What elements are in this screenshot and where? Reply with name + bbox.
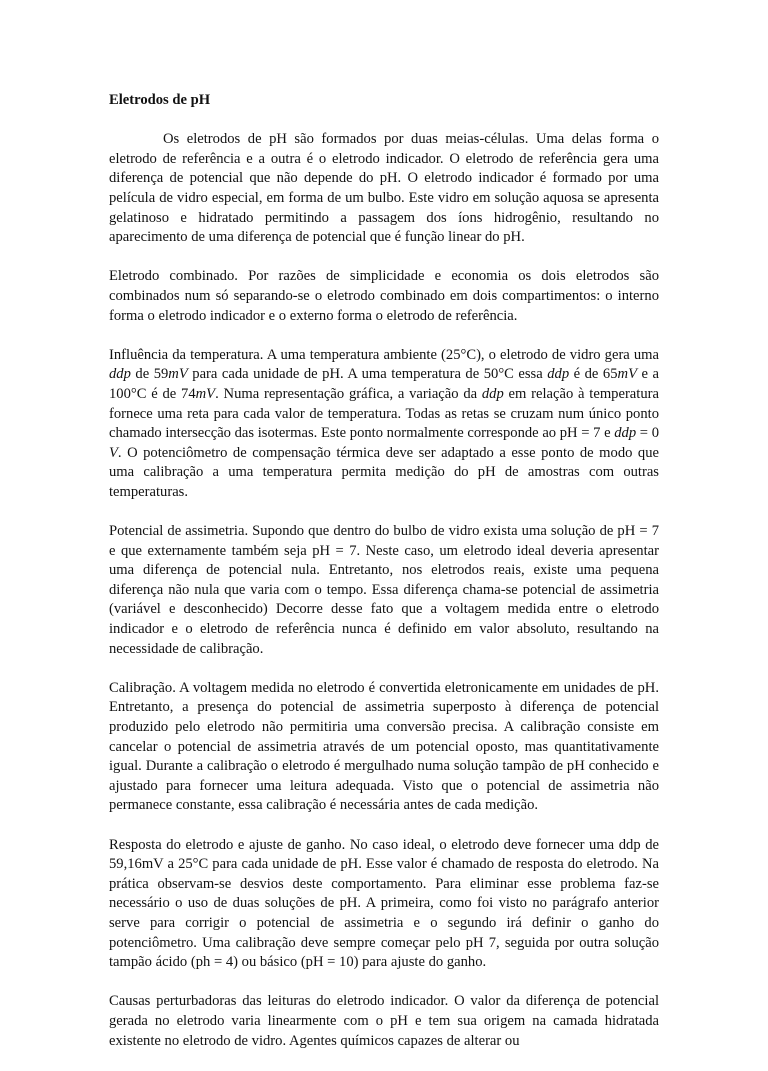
paragraph-calibration: Calibração. A voltagem medida no eletrodo é convertida eletronicamente em unidades de pH. Entretanto, a presença do potencial de assimetria superposto à diferença de potencial produzido pelo eletrodo não permitiria uma conversão precisa. A calibração consiste em cancelar o potencial de assimetria através de um potencial oposto, mas quantitativamente igual. Durante a calibração o eletrodo é mergulhado numa solução tampão de pH conhecido e ajustado para fornecer uma leitura adequada. Visto que o potencial de assimetria não permanece constante, essa calibração é necessária antes de cada medição. [109,679,659,814]
paragraph-temperature: Influência da temperatura. A uma temperatura ambiente (25°C), o eletrodo de vidro gera uma ddp de 59mV para cada unidade de pH. A uma temperatura de 50°C essa ddp é de 65mV e a 100°C é de 74mV. Numa representação gráfica, a variação da ddp em relação à temperatura fornece uma reta para cada valor de temperatura. Todas as retas se cruzam num único ponto chamado intersecção das isotermas. Este ponto normalmente corresponde ao pH = 7 e ddp = 0 V. O potenciômetro de compensação térmica deve ser adaptado a esse ponto de modo que uma calibração a uma temperatura permita medição do pH de amostras com outras temperaturas. [109,346,659,500]
document-page [109,91,659,1071]
paragraph-intro: Os eletrodos de pH são formados por duas meias-células. Uma delas forma o eletrodo de referência e a outra é o eletrodo indicador. O eletrodo de referência gera uma diferença de potencial que não depende do pH. O eletrodo indicador é formado por uma película de vidro especial, em forma de um bulbo. Este vidro em solução aquosa se apresenta gelatinoso e hidratado permitindo a passagem dos íons hidrogênio, resultando no aparecimento de uma diferença de potencial que é função linear do pH. [109,131,659,246]
paragraph-asymmetry: Potencial de assimetria. Supondo que dentro do bulbo de vidro exista uma solução de pH = 7 e que externamente também seja pH = 7. Neste caso, um eletrodo ideal deveria apresentar uma diferença de potencial nula. Entretanto, nos eletrodos reais, existe uma pequena diferença não nula que varia com o tempo. Essa diferença chama-se potencial de assimetria (variável e desconhecido) Decorre desse fato que a voltagem medida entre o eletrodo indicador e o eletrodo de referência nunca é definido em valor absoluto, resultando na necessidade de calibração. [109,523,659,657]
paragraph-disturbing-causes: Causas perturbadoras das leituras do eletrodo indicador. O valor da diferença de potencial gerada no eletrodo varia linearmente com o pH e tem sua origem na camada hidratada existente no eletrodo de vidro. Agentes químicos capazes de alterar ou [109,993,659,1049]
document-title: Eletrodos de pH [109,92,211,108]
paragraph-response-gain: Resposta do eletrodo e ajuste de ganho. No caso ideal, o eletrodo deve fornecer uma ddp de 59,16mV a 25°C para cada unidade de pH. Esse valor é chamado de resposta do eletrodo. Na prática observam-se desvios deste comportamento. Para eliminar esse problema faz-se necessário o uso de duas soluções de pH. A primeira, como foi visto no parágrafo anterior serve para corrigir o potencial de assimetria e o segundo irá definir o ganho do potenciômetro. Uma calibração deve sempre começar pelo pH 7, seguida por outra solução tampão ácido (ph = 4) ou básico (pH = 10) para ajuste do ganho. [109,836,659,971]
paragraph-combined-electrode: Eletrodo combinado. Por razões de simplicidade e economia os dois eletrodos são combinados num só separando-se o eletrodo combinado em dois compartimentos: o interno forma o eletrodo indicador e o externo forma o eletrodo de referência. [109,268,659,324]
